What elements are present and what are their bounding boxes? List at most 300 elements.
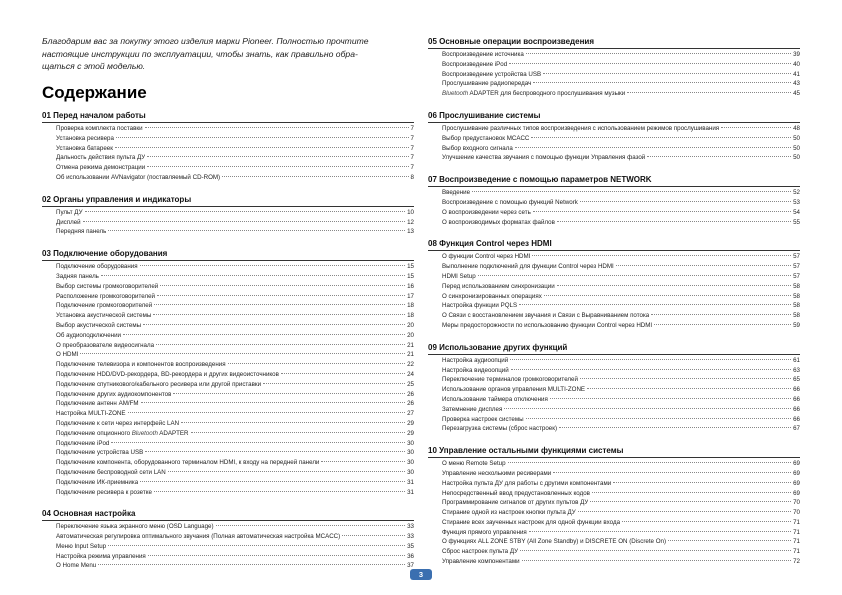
toc-entry-italic-text: Bluetooth	[131, 429, 158, 437]
dot-leader	[559, 427, 791, 428]
toc-section	[428, 174, 800, 227]
toc-entry-page-number: 33	[407, 523, 414, 531]
dot-leader	[515, 147, 791, 148]
dot-leader	[85, 211, 406, 212]
toc-entry-label	[56, 153, 145, 163]
dot-leader	[140, 265, 406, 266]
dot-leader	[101, 275, 405, 276]
toc-entry[interactable]	[42, 419, 414, 429]
toc-entry[interactable]	[42, 458, 414, 468]
toc-entry-page-number: 8	[410, 173, 414, 181]
toc-entry-label	[56, 272, 99, 282]
toc-entry-label	[56, 419, 179, 429]
toc-entry[interactable]	[42, 522, 414, 532]
toc-section	[42, 248, 414, 497]
toc-entry-text: Подключение iPod	[56, 439, 110, 447]
toc-entry-text: Настройка видеоопций	[442, 366, 509, 374]
dot-leader	[526, 418, 792, 419]
toc-entry-page-number: 15	[407, 272, 414, 280]
toc-entry[interactable]	[428, 537, 800, 547]
toc-entry[interactable]	[428, 262, 800, 272]
toc-entry-text: Переключение терминалов громкоговорителей	[442, 376, 578, 384]
toc-entry[interactable]	[42, 311, 414, 321]
toc-entry[interactable]	[428, 311, 800, 321]
toc-entry-label	[56, 478, 138, 488]
toc-entry[interactable]	[428, 557, 800, 567]
toc-entry-text: Выбор входного сигнала	[442, 144, 513, 152]
dot-leader	[191, 432, 406, 433]
toc-entry-text: Улучшение качества звучания с помощью функции Управления фазой	[442, 154, 646, 162]
toc-entry-page-number: 66	[793, 386, 800, 394]
toc-entry-page-number: 20	[407, 331, 414, 339]
section-heading[interactable]: 10 Управление остальными функциями системы	[428, 445, 800, 458]
toc-entry-page-number: 58	[793, 292, 800, 300]
toc-entry-text: Стирание одной из настроек кнопки пульта ДУ	[442, 509, 576, 517]
toc-entry-text: Передняя панель	[56, 228, 107, 236]
toc-entry-page-number: 20	[407, 321, 414, 329]
toc-entry-page-number: 26	[407, 400, 414, 408]
toc-entry[interactable]	[428, 321, 800, 331]
toc-entry-text: Проверка комплекта поставки	[56, 125, 143, 132]
toc-entry-page-number: 58	[793, 312, 800, 320]
section-heading[interactable]: 02 Органы управления и индикаторы	[42, 194, 414, 207]
toc-entry-label	[442, 252, 530, 262]
toc-entry-text: Установка акустической системы	[56, 312, 152, 320]
toc-entry[interactable]	[42, 292, 414, 302]
toc-entry-label	[56, 134, 114, 144]
toc-entry[interactable]	[428, 198, 800, 208]
toc-entry-label	[442, 489, 590, 499]
toc-entry-page-number: 10	[407, 208, 414, 216]
toc-section	[428, 238, 800, 330]
toc-entry-text: Использование органов управления MULTI-ZONE	[442, 386, 586, 394]
toc-entry-page-number: 72	[793, 558, 800, 566]
toc-entry-page-number: 7	[410, 134, 414, 142]
toc-entry[interactable]	[42, 208, 414, 218]
toc-entry-label	[442, 311, 649, 321]
toc-entry-text: Настройка функции PQLS	[442, 302, 518, 310]
toc-entry-text: Введение	[442, 189, 471, 197]
dot-leader	[578, 511, 791, 512]
toc-entry-page-number: 30	[407, 468, 414, 476]
toc-entry[interactable]	[42, 532, 414, 542]
toc-entry[interactable]	[42, 134, 414, 144]
toc-entry[interactable]	[42, 173, 414, 183]
toc-entry-label	[442, 518, 620, 528]
toc-entry[interactable]	[42, 552, 414, 562]
toc-entry[interactable]	[42, 360, 414, 370]
toc-entry-text: Подключение антенн AM/FM	[56, 400, 139, 408]
toc-entry[interactable]	[428, 301, 800, 311]
toc-entry-label	[442, 375, 578, 385]
toc-entry-page-number: 18	[407, 312, 414, 320]
toc-entry[interactable]	[42, 321, 414, 331]
section-heading[interactable]: 09 Использование других функций	[428, 342, 800, 355]
toc-entry-text: Проверка настроек системы	[442, 415, 524, 423]
dot-leader	[148, 555, 405, 556]
toc-entry-page-number: 7	[410, 144, 414, 152]
toc-entry[interactable]	[42, 561, 414, 571]
toc-entry-page-number: 41	[793, 70, 800, 78]
toc-entry[interactable]	[42, 153, 414, 163]
toc-entry-label	[56, 124, 143, 134]
toc-entry-page-number: 66	[793, 415, 800, 423]
toc-entry-text: О преобразователе видеосигнала	[56, 341, 155, 349]
dot-leader	[83, 221, 406, 222]
toc-entry-page-number: 58	[793, 302, 800, 310]
toc-entry[interactable]	[428, 405, 800, 415]
toc-entry-page-number: 35	[407, 542, 414, 550]
toc-entry[interactable]	[42, 488, 414, 498]
toc-entry-text: Сброс настроек пульта ДУ	[442, 548, 519, 556]
dot-leader	[145, 451, 405, 452]
toc-entry-text: Функция прямого управления	[442, 528, 527, 536]
toc-entry-text: Прослушивание радиопередач	[442, 80, 532, 88]
toc-entry-page-number: 52	[793, 189, 800, 197]
toc-section	[42, 194, 414, 237]
toc-entry-text: О воспроизводимых форматах файлов	[442, 218, 555, 226]
toc-entry-text: Настройка MULTI-ZONE	[56, 410, 126, 418]
dot-leader	[550, 398, 791, 399]
toc-entry-text: Автоматическая регулировка оптимального звучания (Полная автоматическая настройка MCACC)	[56, 533, 341, 541]
toc-entry[interactable]	[42, 448, 414, 458]
dot-leader	[145, 127, 409, 128]
toc-entry-page-number: 45	[793, 90, 800, 98]
toc-entry-text: Стирание всех заученных настроек для одной функции входа	[442, 518, 621, 526]
toc-entry-label	[56, 448, 143, 458]
toc-entry-text: Настройка пульта ДУ для работы с другими компонентами	[442, 479, 612, 487]
toc-entry-label	[56, 144, 113, 154]
toc-section	[428, 110, 800, 163]
toc-entry-label	[442, 385, 585, 395]
toc-entry[interactable]	[428, 489, 800, 499]
toc-entry[interactable]	[42, 227, 414, 237]
dot-leader	[627, 92, 791, 93]
dot-leader	[526, 53, 791, 54]
toc-entry-page-number: 69	[793, 489, 800, 497]
dot-leader	[321, 461, 405, 462]
toc-entry-text: Перезагрузка системы (сброс настроек)	[442, 425, 558, 433]
toc-entry-text: Воспроизведение iPod	[442, 60, 508, 68]
toc-entry[interactable]	[428, 208, 800, 218]
toc-entry-label	[56, 341, 154, 351]
toc-entry[interactable]	[428, 528, 800, 538]
intro-line: щаться с этой моделью.	[42, 61, 146, 72]
toc-entry-page-number: 61	[793, 356, 800, 364]
toc-entry-page-number: 29	[407, 429, 414, 437]
section-heading[interactable]: 05 Основные операции воспроизведения	[428, 36, 800, 49]
dot-leader	[108, 230, 405, 231]
toc-entry-label	[442, 272, 476, 282]
toc-entry-label	[442, 405, 502, 415]
dot-leader	[651, 314, 791, 315]
toc-entry-page-number: 65	[793, 376, 800, 384]
toc-entry-page-number: 26	[407, 390, 414, 398]
toc-entry-page-number: 70	[793, 509, 800, 517]
toc-entry[interactable]	[42, 262, 414, 272]
toc-entry[interactable]	[428, 252, 800, 262]
section-heading[interactable]: 06 Прослушивание системы	[428, 110, 800, 123]
dot-leader	[504, 408, 791, 409]
toc-entry-label	[442, 79, 531, 89]
dot-leader	[587, 388, 791, 389]
toc-entry-text: Выбор акустической системы	[56, 321, 142, 329]
toc-entry-page-number: 33	[407, 533, 414, 541]
toc-entry-label	[442, 301, 517, 311]
toc-entry-page-number: 69	[793, 469, 800, 477]
toc-entry-text: Подключение устройства USB	[56, 449, 144, 457]
toc-entry-text: Меры предосторожности по использованию функции Control через HDMI	[442, 321, 653, 329]
toc-entry-text: Воспроизведение устройства USB	[442, 70, 542, 78]
toc-entry-label	[442, 537, 666, 547]
toc-entry-label	[442, 424, 557, 434]
dot-leader	[128, 412, 406, 413]
toc-entry-label	[442, 469, 551, 479]
dot-leader	[557, 285, 791, 286]
dot-leader	[668, 540, 791, 541]
toc-entry-text: Подключение беспроводной сети LAN	[56, 468, 166, 476]
toc-entry-label	[56, 552, 146, 562]
toc-entry[interactable]	[42, 272, 414, 282]
toc-entry-text: Меню Input Setup	[56, 542, 107, 550]
toc-entry-page-number: 50	[793, 144, 800, 152]
dot-leader	[143, 324, 405, 325]
intro-line: настоящие инструкции по эксплуатации, чтобы знать, как правильно обра-	[42, 48, 358, 59]
dot-leader	[157, 295, 405, 296]
toc-entry[interactable]	[42, 144, 414, 154]
toc-entry-page-number: 7	[410, 125, 414, 132]
toc-entry-page-number: 58	[793, 282, 800, 290]
toc-entry-page-number: 29	[407, 419, 414, 427]
dot-leader	[533, 82, 791, 83]
toc-entry-label	[56, 468, 166, 478]
toc-entry[interactable]	[428, 50, 800, 60]
toc-entry-label	[442, 124, 719, 134]
toc-entry-page-number: 30	[407, 459, 414, 467]
dot-leader	[519, 304, 791, 305]
toc-entry-label	[442, 498, 588, 508]
toc-entry[interactable]	[428, 469, 800, 479]
toc-entry[interactable]	[428, 395, 800, 405]
toc-entry-page-number: 7	[410, 164, 414, 172]
toc-entry-label	[56, 218, 81, 228]
dot-leader	[616, 265, 791, 266]
toc-entry-text: Подключение громкоговорителей	[56, 302, 153, 310]
toc-entry[interactable]	[42, 439, 414, 449]
toc-entry-page-number: 48	[793, 124, 800, 132]
toc-entry-page-number: 13	[407, 228, 414, 236]
dot-leader	[147, 156, 408, 157]
toc-entry-text: О синхронизированных операциях	[442, 292, 542, 300]
toc-entry[interactable]	[428, 479, 800, 489]
toc-section	[428, 342, 800, 434]
toc-entry[interactable]	[42, 478, 414, 488]
toc-entry-label	[442, 144, 513, 154]
toc-entry[interactable]	[42, 163, 414, 173]
toc-entry[interactable]	[428, 292, 800, 302]
toc-entry[interactable]	[428, 70, 800, 80]
toc-entry-page-number: 71	[793, 538, 800, 546]
toc-entry-page-number: 50	[793, 154, 800, 162]
dot-leader	[721, 127, 791, 128]
toc-entry-label	[56, 532, 340, 542]
toc-entry[interactable]	[42, 380, 414, 390]
dot-leader	[342, 535, 405, 536]
toc-section	[428, 445, 800, 567]
toc-entry-label	[56, 282, 158, 292]
dot-leader	[222, 176, 408, 177]
toc-entry-page-number: 59	[793, 321, 800, 329]
toc-entry-text: О HDMI	[56, 351, 79, 359]
toc-entry-text: Задняя панель	[56, 272, 99, 280]
toc-entry[interactable]	[428, 218, 800, 228]
dot-leader	[116, 137, 409, 138]
toc-entry[interactable]	[428, 385, 800, 395]
section-heading[interactable]: 04 Основная настройка	[42, 508, 414, 521]
toc-entry[interactable]	[42, 218, 414, 228]
toc-entry-text: О функциях ALL ZONE STBY (All Zone Standby) и DISCRETE ON (Discrete On)	[442, 538, 667, 546]
toc-entry-label	[56, 399, 139, 409]
toc-entry[interactable]	[428, 124, 800, 134]
toc-entry-text: О Связи с восстановлением звучания и Связи с Выравниванием потока	[442, 312, 650, 320]
toc-entry[interactable]	[428, 547, 800, 557]
toc-entry[interactable]	[42, 409, 414, 419]
dot-leader	[509, 63, 791, 64]
page-title: Содержание	[42, 83, 147, 102]
toc-entry-text: Выбор системы громкоговорителей	[56, 282, 159, 290]
toc-entry[interactable]	[428, 282, 800, 292]
toc-left-column	[42, 110, 414, 582]
dot-leader	[154, 304, 405, 305]
toc-entry-page-number: 55	[793, 218, 800, 226]
toc-entry-label	[442, 292, 542, 302]
dot-leader	[510, 359, 791, 360]
toc-entry[interactable]	[428, 153, 800, 163]
toc-entry-label	[442, 508, 576, 518]
toc-entry-label	[56, 380, 261, 390]
toc-entry[interactable]	[42, 350, 414, 360]
toc-entry-page-number: 57	[793, 263, 800, 271]
toc-entry[interactable]	[428, 498, 800, 508]
toc-entry-text: Подключение ресивера к розетке	[56, 488, 152, 496]
toc-entry[interactable]	[42, 341, 414, 351]
toc-entry-page-number: 66	[793, 395, 800, 403]
section-heading[interactable]: 07 Воспроизведение с помощью параметров NETWORK	[428, 174, 800, 187]
toc-entry-page-number: 21	[407, 351, 414, 359]
section-heading[interactable]: 03 Подключение оборудования	[42, 248, 414, 261]
toc-entry-page-number: 57	[793, 253, 800, 261]
toc-entry-label	[56, 409, 126, 419]
toc-entry-label	[442, 208, 531, 218]
dot-leader	[613, 482, 791, 483]
section-heading[interactable]: 01 Перед началом работы	[42, 110, 414, 123]
toc-entry-label	[442, 356, 508, 366]
toc-entry-page-number: 12	[407, 218, 414, 226]
dot-leader	[156, 344, 405, 345]
toc-entry[interactable]	[428, 459, 800, 469]
toc-entry-page-number: 63	[793, 366, 800, 374]
dot-leader	[557, 221, 791, 222]
toc-entry-label	[442, 89, 625, 99]
dot-leader	[472, 191, 791, 192]
toc-entry[interactable]	[42, 468, 414, 478]
toc-entry[interactable]	[428, 508, 800, 518]
toc-entry[interactable]	[42, 124, 414, 134]
toc-entry[interactable]	[428, 424, 800, 434]
dot-leader	[553, 472, 791, 473]
toc-entry-page-number: 71	[793, 548, 800, 556]
toc-entry[interactable]	[428, 375, 800, 385]
toc-entry[interactable]	[428, 366, 800, 376]
toc-entry-label	[442, 218, 555, 228]
toc-entry-label	[56, 311, 151, 321]
dot-leader	[108, 545, 405, 546]
toc-entry[interactable]	[428, 89, 800, 99]
toc-entry[interactable]	[42, 542, 414, 552]
toc-entry-text: Об использовании AVNavigator (поставляемый CD-ROM)	[56, 173, 221, 181]
toc-entry-page-number: 31	[407, 488, 414, 496]
toc-entry[interactable]	[42, 429, 414, 439]
toc-entry[interactable]	[428, 144, 800, 154]
toc-entry-page-number: 15	[407, 263, 414, 271]
toc-entry[interactable]	[42, 370, 414, 380]
toc-entry[interactable]	[428, 518, 800, 528]
dot-leader	[173, 393, 405, 394]
toc-entry[interactable]	[428, 272, 800, 282]
toc-entry-label	[56, 292, 155, 302]
toc-entry-label	[56, 350, 78, 360]
dot-leader	[228, 363, 406, 364]
toc-entry-text: Подключение оборудования	[56, 263, 138, 271]
toc-entry[interactable]	[428, 188, 800, 198]
toc-entry-text: Установка ресивера	[56, 134, 114, 142]
toc-entry-label	[56, 370, 279, 380]
intro-line: Благодарим вас за покупку этого изделия марки Pioneer. Полностью прочтите	[42, 36, 369, 46]
toc-entry-text: Подключение телевизора и компонентов воспроизведения	[56, 361, 226, 369]
toc-entry[interactable]	[428, 60, 800, 70]
toc-entry[interactable]	[42, 282, 414, 292]
toc-entry-page-number: 71	[793, 528, 800, 536]
dot-leader	[520, 550, 791, 551]
toc-entry-label	[56, 331, 121, 341]
toc-entry-text: Программирование сигналов от других пультов ДУ	[442, 499, 589, 507]
toc-entry-text: Установка батареек	[56, 144, 113, 152]
toc-entry-label	[442, 528, 527, 538]
toc-entry-label	[442, 459, 506, 469]
toc-entry[interactable]	[428, 415, 800, 425]
toc-entry-text: Отмена режима демонстрации	[56, 164, 146, 172]
toc-entry[interactable]	[42, 390, 414, 400]
toc-entry[interactable]	[428, 134, 800, 144]
toc-entry[interactable]	[42, 301, 414, 311]
toc-entry-page-number: 31	[407, 478, 414, 486]
toc-entry[interactable]	[428, 79, 800, 89]
section-heading[interactable]: 08 Функция Control через HDMI	[428, 238, 800, 251]
toc-entry-text: Дисплей	[56, 218, 81, 226]
toc-entry[interactable]	[428, 356, 800, 366]
toc-entry[interactable]	[42, 399, 414, 409]
toc-section	[428, 36, 800, 99]
dot-leader	[533, 211, 791, 212]
toc-entry-text: Дальность действия пульта ДУ	[56, 154, 146, 162]
toc-entry-text: Подключение других аудиокомпонентов	[56, 390, 172, 398]
toc-entry-text: Управление несколькими ресиверами	[442, 469, 552, 477]
toc-entry-page-number: 54	[793, 208, 800, 216]
dot-leader	[147, 166, 408, 167]
toc-entry-label	[56, 301, 152, 311]
toc-entry[interactable]	[42, 331, 414, 341]
dot-leader	[154, 491, 405, 492]
